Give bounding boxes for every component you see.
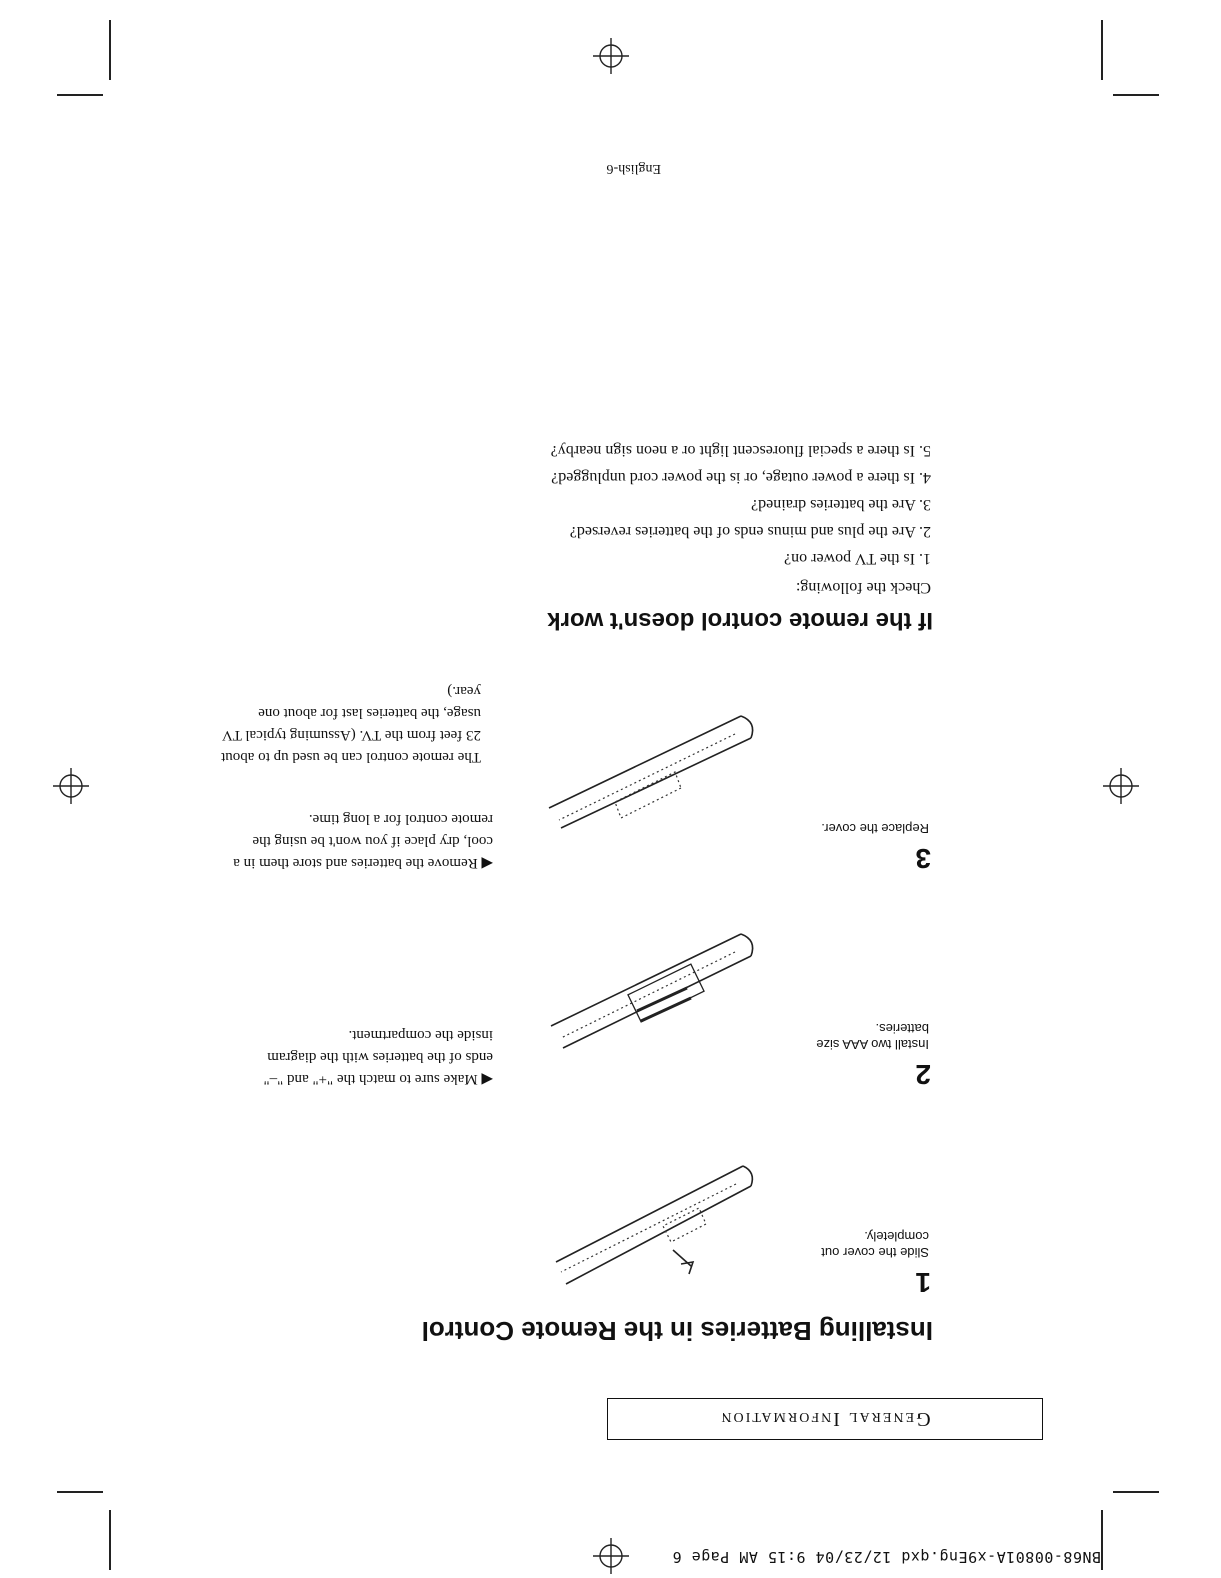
crop-mark xyxy=(1102,1510,1104,1570)
section-header: General Information xyxy=(607,1398,1043,1440)
crop-mark xyxy=(57,95,103,97)
bullet-arrow-icon: ◀ xyxy=(481,1071,493,1087)
step-2-note: ◀ Make sure to match the "+" and "–" ends of the batteries with the diagram inside the compartment. xyxy=(263,1027,493,1087)
registration-mark-icon xyxy=(593,38,629,74)
registration-mark-icon xyxy=(593,1538,629,1574)
troubleshoot-intro: Check the following: xyxy=(795,579,931,596)
remote-open-cover-illustration xyxy=(521,1154,761,1294)
list-item: 5. Is there a special fluorescent light or a neon sign nearby? xyxy=(550,442,931,459)
bullet-arrow-icon: ◀ xyxy=(481,855,493,871)
registration-mark-icon xyxy=(1103,768,1139,804)
remote-cover-replaced-illustration xyxy=(521,698,761,848)
list-item: 4. Is there a power outage, or is the power cord unplugged? xyxy=(551,469,931,486)
list-item: 3. Are the batteries drained? xyxy=(751,496,931,513)
crop-mark xyxy=(1102,20,1104,80)
step-3-note-range: The remote control can be used up to about 23 feet from the TV. (Assuming typical TV usage, the batteries last for about one year.) xyxy=(221,683,481,765)
list-item: 2. Are the plus and minus ends of the batteries reversed? xyxy=(569,523,931,540)
step-3-note-storage: ◀ Remove the batteries and store them in a cool, dry place if you won't be using the remote control for a long time. xyxy=(233,811,493,871)
step-3-text: Replace the cover. xyxy=(821,821,929,836)
crop-mark xyxy=(110,1510,112,1570)
step-2-text: Install two AAA size batteries. xyxy=(816,1021,929,1052)
registration-mark-icon xyxy=(53,768,89,804)
crop-mark xyxy=(110,20,112,80)
crop-mark xyxy=(1113,1492,1159,1494)
step-1-number: 1 xyxy=(915,1267,931,1298)
crop-mark xyxy=(1113,95,1159,97)
page-title: Installing Batteries in the Remote Control xyxy=(421,1316,933,1346)
list-item: 1. Is the TV power on? xyxy=(784,550,931,567)
crop-mark xyxy=(57,1492,103,1494)
remote-battery-compartment-illustration xyxy=(521,918,761,1068)
page-number: English-6 xyxy=(606,161,661,176)
step-3-number: 3 xyxy=(915,843,931,874)
troubleshoot-list xyxy=(551,437,931,572)
troubleshoot-title: If the remote control doesn't work xyxy=(547,607,933,634)
print-slug: BN68-00801A-x9Eng.qxd 12/23/04 9:15 AM Page 6 xyxy=(672,1548,1101,1566)
step-2-number: 2 xyxy=(915,1059,931,1090)
step-1-text: Slide the cover out completely. xyxy=(821,1229,929,1260)
